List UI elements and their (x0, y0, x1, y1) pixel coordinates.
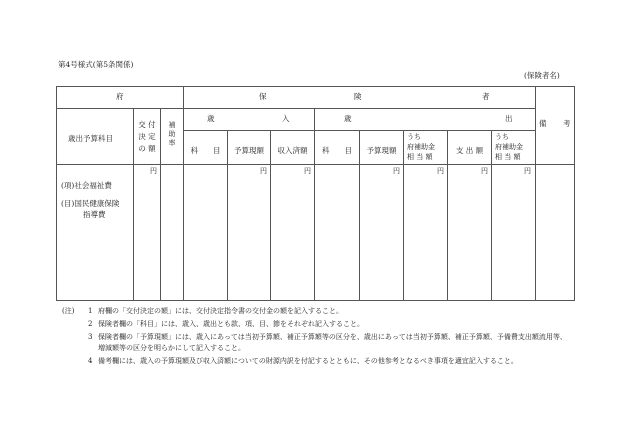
subheader-budget-current-2: 予算現額 (366, 146, 397, 155)
subheader-pref-subsidy-3: 相 当 額 (407, 153, 433, 161)
row-label-nhi-guidance-2: 指導費 (83, 210, 106, 219)
note-text: 府欄の「交付決定の額」には、交付決定指令書の交付金の額を記入すること。 (98, 307, 343, 315)
form-title: 第4号様式(第5条関係) (58, 60, 134, 69)
yen-pref-subsidy: 円 (437, 167, 444, 175)
yen-budget-2: 円 (393, 167, 400, 175)
note-number: 1 (88, 307, 93, 315)
subheader-pref-subsidy-b-2: 府補助金 (495, 143, 523, 151)
header-prefecture: 府 (116, 92, 124, 101)
subheader-item-expenditure: 科 目 (322, 146, 352, 155)
header-subsidy-rate-2: 助 (168, 130, 176, 138)
subheader-expenditure: 支 出 額 (455, 146, 484, 155)
yen-expenditure: 円 (481, 167, 488, 175)
header-budget-item: 歳出予算科目 (68, 134, 113, 143)
header-remarks-char-1: 備 (539, 119, 547, 128)
header-expenditure-char-1: 歳 (344, 114, 352, 123)
note-number: 2 (88, 320, 93, 328)
note-text: 保険者欄の「科目」には、歳入、歳出とも款、項、目、節をそれぞれ記入すること。 (98, 320, 364, 328)
header-grant-decision-3: の 額 (138, 144, 156, 153)
header-insurer-char-1: 保 (259, 92, 267, 101)
insurer-name-label: (保険者名) (524, 71, 560, 80)
subheader-pref-subsidy-1: うち (407, 133, 421, 141)
yen-received: 円 (304, 167, 311, 175)
header-expenditure-char-2: 出 (505, 114, 513, 123)
header-grant-decision-1: 交 付 (138, 120, 156, 129)
subheader-pref-subsidy-b-3: 相 当 額 (495, 153, 521, 161)
header-remarks-char-2: 考 (563, 119, 571, 128)
note-number: 4 (88, 357, 93, 365)
notes-marker: (注) (62, 307, 75, 315)
subheader-budget-current: 予算現額 (234, 146, 264, 155)
row-label-social-welfare: (項)社会福祉費 (61, 181, 112, 190)
subheader-pref-subsidy-2: 府補助金 (407, 143, 435, 151)
subheader-item-revenue: 科 目 (190, 146, 221, 155)
yen-budget: 円 (260, 167, 267, 175)
header-revenue-char-2: 入 (282, 114, 290, 123)
yen-pref-subsidy-2: 円 (524, 167, 531, 175)
header-revenue-char-1: 歳 (207, 114, 215, 123)
header-insurer-char-3: 者 (482, 92, 490, 101)
note-text: 保険者欄の「予算現額」には、歳入にあっては当初予算額、補正予算額等の区分を、歳出にあっては当初予算額、補正予算額、予備費支出額流用等、増減額等の区分を明らかにして記入すること。 (98, 333, 567, 352)
subheader-pref-subsidy-b-1: うち (495, 133, 509, 141)
note-text: 備考欄には、歳入の予算現額及び収入済額についての財源内訳を付記するとともに、その他参考となるべき事項を適宜記入すること。 (98, 357, 518, 365)
subheader-received: 収入済額 (277, 146, 308, 155)
header-subsidy-rate-1: 補 (168, 121, 176, 129)
header-subsidy-rate-3: 率 (168, 139, 176, 147)
row-label-nhi-guidance-1: (目)国民健康保険 (61, 199, 120, 208)
header-insurer-char-2: 険 (354, 92, 362, 101)
note-number: 3 (88, 333, 93, 341)
header-grant-decision-2: 決 定 (138, 132, 156, 141)
yen-grant: 円 (150, 167, 157, 175)
